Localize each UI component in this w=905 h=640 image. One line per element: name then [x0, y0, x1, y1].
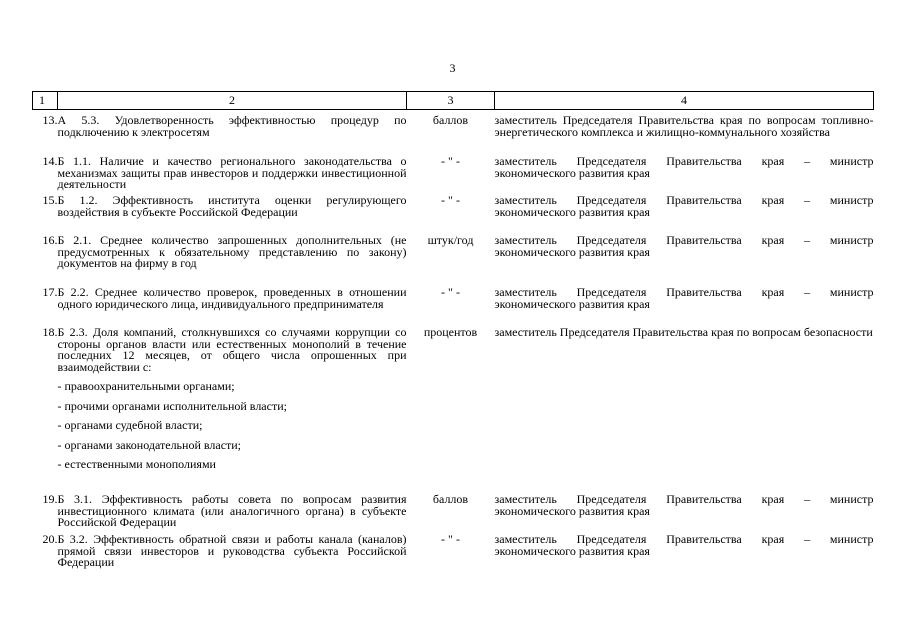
table-row [33, 534, 874, 569]
corruption-bodies-list [58, 381, 407, 471]
row-number: 20. [42, 532, 58, 546]
indicator-text: Б 1.2. Эффективность института оценки регулирующего воздействия в субъекте Российской Федерации [57, 193, 407, 219]
unit-of-measure: - " - [441, 532, 460, 546]
responsible-official: заместитель Председателя Правительства края – министр экономического развития края [494, 154, 874, 180]
unit-of-measure: баллов [432, 492, 469, 506]
indicator-text: Б 2.1. Среднее количество запрошенных дополнительных (не предусмотренных к обязательному представлению по закону) документов на фирму в год [57, 233, 407, 271]
column-number-4: 4 [495, 92, 874, 110]
responsible-official: заместитель Председателя Правительства края – министр экономического развития края [494, 193, 874, 219]
row-number: 19. [42, 492, 58, 506]
column-number-row [33, 92, 874, 110]
indicators-table [32, 91, 874, 569]
responsible-official: заместитель Председателя Правительства края – министр экономического развития края [494, 233, 874, 259]
unit-of-measure: - " - [441, 285, 460, 299]
indicator-text: Б 3.2. Эффективность обратной связи и работы канала (каналов) прямой связи инвесторов и руководства субъекта Российской Федерации [57, 532, 407, 570]
list-item: - органами законодательной власти; [57, 437, 242, 452]
indicator-text: Б 3.1. Эффективность работы совета по вопросам развития инвестиционного климата (или аналогичного органа) в субъекте Российской Федерации [57, 492, 407, 530]
row-number: 15. [42, 193, 58, 207]
unit-of-measure: - " - [441, 193, 460, 207]
table-row [33, 494, 874, 534]
table-row [33, 287, 874, 327]
indicator-text: А 5.3. Удовлетворенность эффективностью процедур по подключению к электросетям [57, 113, 407, 139]
row-number: 13. [42, 113, 58, 127]
unit-of-measure: штук/год [427, 233, 474, 247]
list-item: - естественными монополиями [57, 457, 216, 472]
column-number-3: 3 [407, 92, 495, 110]
list-item: - прочими органами исполнительной власти; [57, 398, 287, 413]
row-number: 16. [42, 233, 58, 247]
table-row [33, 195, 874, 235]
list-item: - правоохранительными органами; [57, 379, 235, 394]
responsible-official: заместитель Председателя Правительства края по вопросам безопасности [494, 325, 873, 339]
indicator-text: Б 1.1. Наличие и качество регионального законодательства о механизмах защиты прав инвесторов и поддержки инвестиционной деятельности [57, 154, 407, 192]
list-item: - органами судебной власти; [57, 418, 203, 433]
responsible-official: заместитель Председателя Правительства края – министр экономического развития края [494, 285, 874, 311]
table-row [33, 327, 874, 494]
row-number: 14. [42, 154, 58, 168]
row-number: 18. [42, 325, 58, 339]
unit-of-measure: - " - [441, 154, 460, 168]
responsible-official: заместитель Председателя Правительства края по вопросам топливно-энергетического комплекса и жилищно-коммунального хозяйства [494, 113, 874, 139]
responsible-official: заместитель Председателя Правительства края – министр экономического развития края [494, 492, 874, 518]
page-number: 3 [449, 61, 456, 75]
responsible-official: заместитель Председателя Правительства края – министр экономического развития края [494, 532, 874, 558]
indicator-cell [58, 327, 407, 494]
indicator-text: Б 2.2. Среднее количество проверок, проведенных в отношении одного юридического лица, индивидуального предпринимателя [57, 285, 407, 311]
indicator-text: Б 2.3. Доля компаний, столкнувшихся со случаями коррупции со стороны органов власти или естественных монополий в течение последних 12 месяцев, от общего числа опрошенных при взаимодействии с: [57, 325, 407, 374]
table-row [33, 110, 874, 157]
table-row [33, 156, 874, 195]
column-number-1: 1 [33, 92, 58, 110]
unit-of-measure: процентов [423, 325, 478, 339]
row-number: 17. [42, 285, 58, 299]
column-number-2: 2 [58, 92, 407, 110]
table-row [33, 235, 874, 287]
unit-of-measure: баллов [432, 113, 469, 127]
